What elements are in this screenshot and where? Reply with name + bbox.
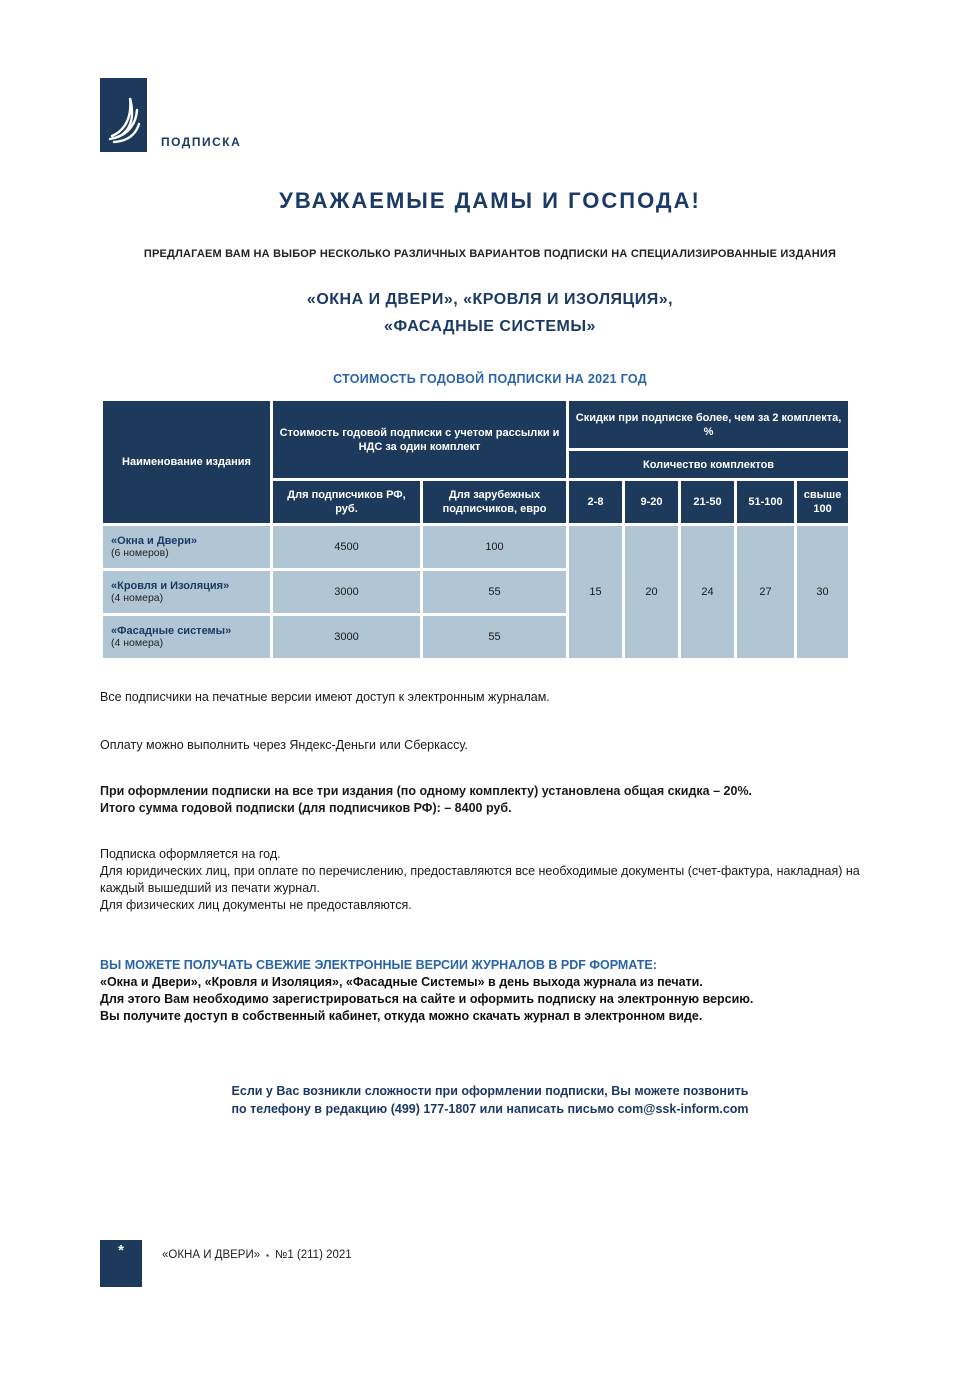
col-header-rf: Для подписчиков РФ, руб. [272, 480, 422, 525]
price-rf-cell: 3000 [272, 615, 422, 660]
col-header-discount-group: Скидки при подписке более, чем за 2 комплекта, % [568, 400, 850, 450]
price-foreign-cell: 55 [422, 570, 568, 615]
pdf-section [100, 957, 880, 1025]
bundle-discount-line2: Итого сумма годовой подписки (для подписчиков РФ): – 8400 руб. [100, 801, 512, 815]
footer-journal-line [162, 1240, 352, 1261]
swoosh-logo-icon [104, 88, 144, 148]
pdf-section-line1: «Окна и Двери», «Кровля и Изоляция», «Фасадные Системы» в день выхода журнала из печати. [100, 975, 703, 989]
discount-cell-3: 24 [680, 525, 736, 660]
contact-block [100, 1082, 880, 1118]
price-rf-cell: 3000 [272, 570, 422, 615]
journal-cell [102, 570, 272, 615]
terms-line2: Для юридических лиц, при оплате по перечислению, предоставляются все необходимые документы (счет-фактура, накладная) на каждый вышедший из печати журнал. [100, 864, 860, 895]
page-title: УВАЖАЕМЫЕ ДАМЫ И ГОСПОДА! [279, 188, 701, 213]
pdf-section-line2: Для этого Вам необходимо зарегистрироваться на сайте и оформить подписку на электронную версию. [100, 992, 754, 1006]
footer-issue-number: №1 (211) 2021 [274, 1249, 352, 1261]
price-foreign-cell: 55 [422, 615, 568, 660]
journal-issues: (4 номера) [111, 592, 164, 604]
col-header-discount-3: 21-50 [680, 480, 736, 525]
bundle-discount-line1: При оформлении подписки на все три издания (по одному комплекту) установлена общая скидка – 20%. [100, 784, 753, 798]
price-rf-cell: 4500 [272, 525, 422, 570]
lead-paragraph: ПРЕДЛАГАЕМ ВАМ НА ВЫБОР НЕСКОЛЬКО РАЗЛИЧНЫХ ВАРИАНТОВ ПОДПИСКИ НА СПЕЦИАЛИЗИРОВАННЫЕ ИЗДАНИЯ [143, 248, 837, 260]
journal-issues: (4 номера) [111, 637, 164, 649]
pdf-section-line3: Вы получите доступ в собственный кабинет, откуда можно скачать журнал в электронном виде. [100, 1009, 703, 1023]
content-column [100, 188, 880, 1118]
journal-titles [100, 286, 880, 340]
journal-name: «Окна и Двери» [111, 535, 197, 547]
note-payment: Оплату можно выполнить через Яндекс-Деньги или Сберкассу. [100, 738, 468, 752]
discount-cell-4: 27 [736, 525, 796, 660]
pdf-section-heading: ВЫ МОЖЕТЕ ПОЛУЧАТЬ СВЕЖИЕ ЭЛЕКТРОННЫЕ ВЕРСИИ ЖУРНАЛОВ В PDF ФОРМАТЕ: [100, 958, 657, 972]
price-foreign-cell: 100 [422, 525, 568, 570]
contact-line2: по телефону в редакцию (499) 177-1807 или написать письмо com@ssk-inform.com [231, 1102, 749, 1116]
note-terms [100, 846, 880, 914]
pricing-table-title: СТОИМОСТЬ ГОДОВОЙ ПОДПИСКИ НА 2021 ГОД [333, 372, 647, 386]
col-header-kits: Количество комплектов [568, 450, 850, 480]
note-bundle-discount [100, 783, 880, 817]
journal-issues: (6 номеров) [111, 547, 169, 559]
footer-page-marker [100, 1240, 142, 1287]
discount-cell-2: 20 [624, 525, 680, 660]
publisher-logo [100, 78, 147, 152]
journal-cell [102, 525, 272, 570]
col-header-price-group: Стоимость годовой подписки с учетом рассылки и НДС за один комплект [272, 400, 568, 480]
col-header-discount-5: свыше 100 [796, 480, 850, 525]
terms-line1: Подписка оформляется на год. [100, 847, 281, 861]
journal-titles-line1: «ОКНА И ДВЕРИ», «КРОВЛЯ И ИЗОЛЯЦИЯ», [306, 291, 674, 308]
col-header-discount-4: 51-100 [736, 480, 796, 525]
discount-cell-5: 30 [796, 525, 850, 660]
square-bullet-icon: ▪ [266, 1250, 269, 1260]
pricing-table [100, 398, 851, 661]
journal-name: «Кровля и Изоляция» [111, 580, 230, 592]
journal-cell [102, 615, 272, 660]
col-header-discount-1: 2-8 [568, 480, 624, 525]
contact-line1: Если у Вас возникли сложности при оформлении подписки, Вы можете позвонить [231, 1084, 749, 1098]
col-header-foreign: Для зарубежных подписчиков, евро [422, 480, 568, 525]
col-header-name: Наименование издания [102, 400, 272, 525]
terms-line3: Для физических лиц документы не предоставляются. [100, 898, 412, 912]
masthead [100, 78, 241, 152]
section-label: ПОДПИСКА [161, 135, 242, 149]
col-header-discount-2: 9-20 [624, 480, 680, 525]
discount-cell-1: 15 [568, 525, 624, 660]
table-row [102, 525, 850, 570]
note-electronic-access: Все подписчики на печатные версии имеют доступ к электронным журналам. [100, 690, 550, 704]
footer-journal-title: «ОКНА И ДВЕРИ» [162, 1249, 261, 1261]
star-icon: * [118, 1242, 124, 1259]
journal-name: «Фасадные системы» [111, 625, 232, 637]
journal-titles-line2: «ФАСАДНЫЕ СИСТЕМЫ» [384, 318, 596, 335]
page-footer [100, 1240, 352, 1287]
